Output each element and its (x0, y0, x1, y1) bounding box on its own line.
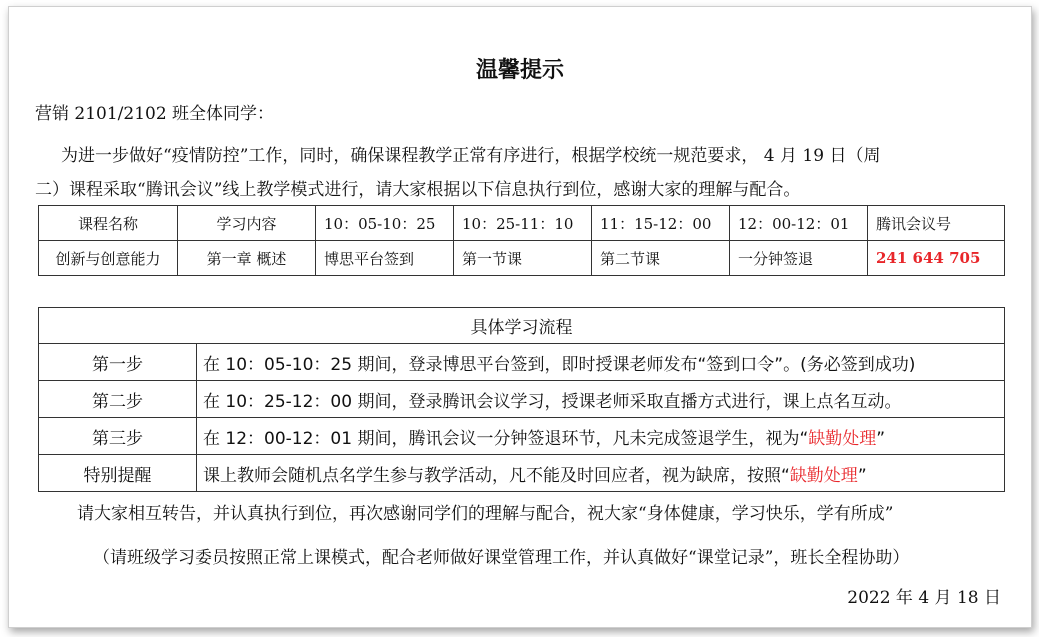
table-header-cell: 腾讯会议号 (868, 206, 1005, 241)
note-paragraph: （请班级学习委员按照正常上课模式，配合老师做好课堂管理工作，并认真做好“课堂记录”，班长全程协助） (93, 548, 910, 568)
salutation: 营销 2101/2102 班全体同学： (35, 104, 275, 124)
table-header-cell: 12：00-12：01 (730, 206, 868, 241)
step-text: 课上教师会随机点名学生参与教学活动，凡不能及时回应者，视为缺席，按照“ (203, 465, 790, 486)
step-description (197, 418, 1005, 455)
notice-document (8, 6, 1032, 628)
step-text-tail: ” (876, 428, 886, 449)
table-row (39, 241, 1005, 276)
step-description (197, 381, 1005, 418)
step-text-tail: ” (857, 465, 867, 486)
table-cell: 博思平台签到 (316, 241, 454, 276)
closing-paragraph: 请大家相互转告，并认真执行到位，再次感谢同学们的理解与配合，祝大家“身体健康，学习快乐，学有所成” (77, 504, 894, 524)
step-text: 在 12：00-12：01 期间，腾讯会议一分钟签退环节，凡未完成签退学生，视为“ (203, 428, 809, 449)
table-row (39, 455, 1005, 492)
absence-highlight: 缺勤处理 (808, 428, 877, 449)
step-description (197, 344, 1005, 381)
table-cell: 一分钟签退 (730, 241, 868, 276)
page-title: 温馨提示 (475, 58, 564, 83)
step-label: 第三步 (39, 418, 197, 455)
step-text: 在 10：05-10：25 期间，登录博思平台签到，即时授课老师发布“签到口令”。(务必签到成功) (203, 354, 916, 375)
table-cell: 第二节课 (592, 241, 730, 276)
step-label: 第二步 (39, 381, 197, 418)
table-row (39, 381, 1005, 418)
intro-line-1: 为进一步做好“疫情防控”工作，同时，确保课程教学正常有序进行，根据学校统一规范要求， 4 月 19 日（周 (61, 146, 881, 166)
table-header-cell: 学习内容 (178, 206, 316, 241)
table-header-row (39, 206, 1005, 241)
intro-line-2: 二）课程采取“腾讯会议”线上教学模式进行，请大家根据以下信息执行到位，感谢大家的理解与配合。 (35, 180, 801, 200)
step-text: 在 10：25-12：00 期间，登录腾讯会议学习，授课老师采取直播方式进行，课上点名互动。 (203, 391, 902, 412)
process-title-row (39, 308, 1005, 344)
meeting-number: 241 644 705 (868, 241, 1005, 276)
table-cell: 第一节课 (454, 241, 592, 276)
table-header-cell: 课程名称 (39, 206, 178, 241)
absence-highlight: 缺勤处理 (789, 465, 858, 486)
table-header-cell: 10：05-10：25 (316, 206, 454, 241)
table-row (39, 344, 1005, 381)
table-row (39, 418, 1005, 455)
step-label: 第一步 (39, 344, 197, 381)
date-line: 2022 年 4 月 18 日 (847, 588, 1001, 608)
step-label: 特别提醒 (39, 455, 197, 492)
intro-paragraph (35, 139, 1007, 200)
process-table (38, 307, 1005, 492)
table-header-cell: 11：15-12：00 (592, 206, 730, 241)
table-cell: 第一章 概述 (178, 241, 316, 276)
table-cell: 创新与创意能力 (39, 241, 178, 276)
table-header-cell: 10：25-11：10 (454, 206, 592, 241)
schedule-table (38, 205, 1005, 276)
process-table-title: 具体学习流程 (39, 308, 1005, 344)
step-description (197, 455, 1005, 492)
